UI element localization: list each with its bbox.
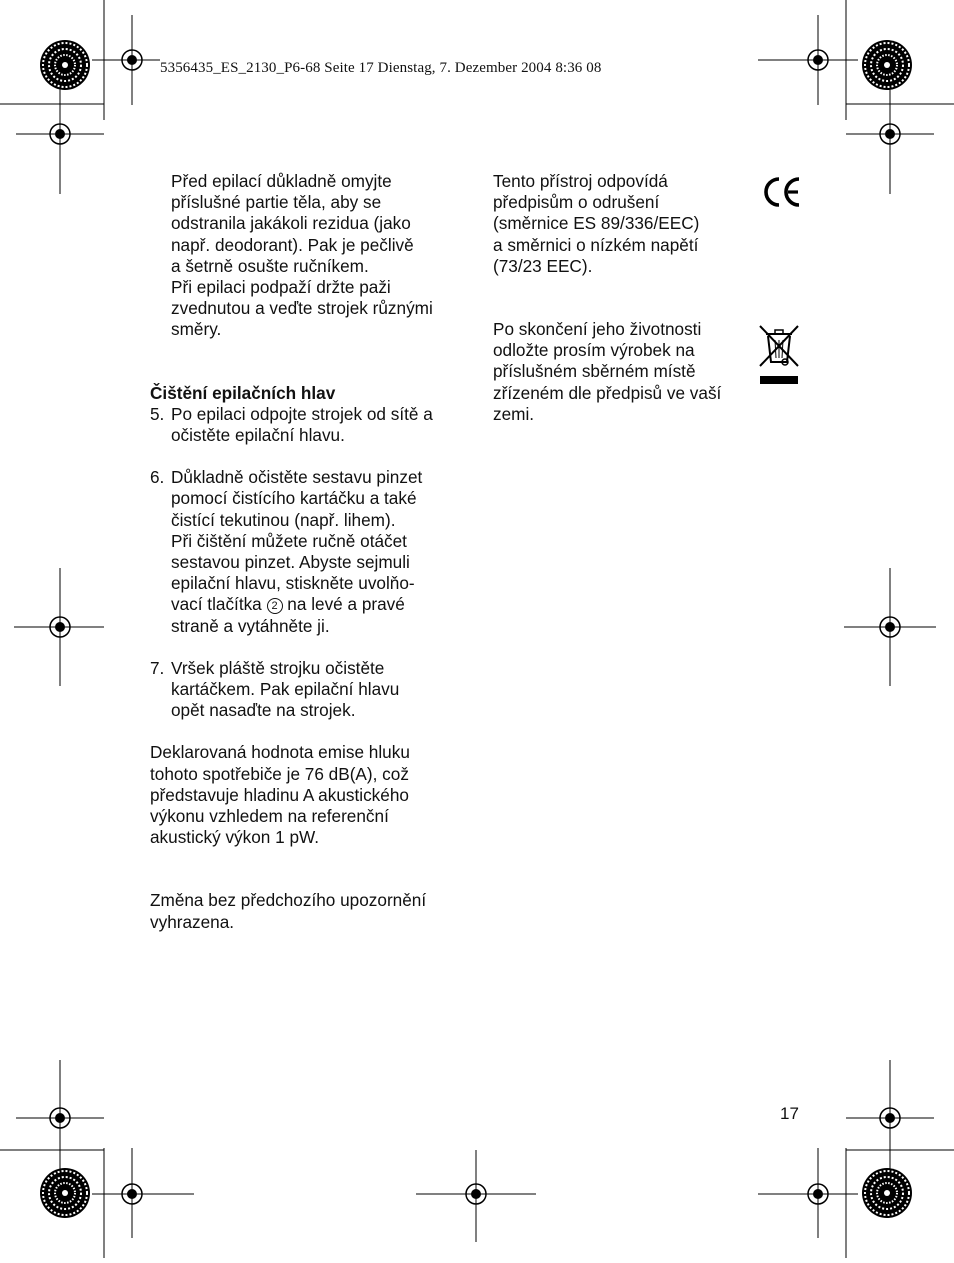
text-line: Tento přístroj odpovídá (493, 171, 668, 191)
intro-paragraph (150, 171, 460, 341)
text-line: představuje hladinu A akustického (150, 784, 409, 805)
text-line: Při epilaci podpaží držte paži (171, 277, 391, 298)
text-fragment: vací tlačítka (171, 594, 267, 615)
text-line: Vršek pláště strojku očistěte (171, 657, 385, 678)
starburst-bottom-right (862, 1168, 912, 1218)
registration-mark-bottom-right (754, 1058, 954, 1258)
step-7 (150, 658, 460, 722)
text-line: (směrnice ES 89/336/EEC) (493, 213, 700, 234)
starburst-bottom-left (40, 1168, 90, 1218)
text-line: zřízeném dle předpisů ve vaší (493, 382, 722, 403)
text-line: sestavou pinzet. Abyste sejmuli (171, 552, 410, 573)
text-line: tohoto spotřebiče je 76 dB(A), což (150, 763, 409, 784)
text-line: opět nasaďte na strojek. (171, 700, 356, 721)
starburst-top-right (862, 40, 912, 90)
left-column (150, 171, 460, 933)
disposal-paragraph (493, 319, 755, 425)
crossed-out-bin-icon (756, 322, 802, 386)
print-header: 5356435_ES_2130_P6-68 Seite 17 Dienstag, 7. Dezember 2004 8:36 08 (160, 60, 602, 76)
text-line: odložte prosím výrobek na (493, 340, 695, 361)
noise-declaration (150, 742, 460, 848)
starburst-top-left (40, 40, 90, 90)
text-line: předpisům o odrušení (493, 192, 660, 213)
text-line: kartáčkem. Pak epilační hlavu (171, 679, 400, 700)
text-fragment: na levé a pravé (282, 594, 405, 615)
text-line: výkonu vzhledem na referenční (150, 806, 389, 827)
text-line: Změna bez předchozího upozornění (150, 890, 427, 911)
section-heading: Čištění epilačních hlav (150, 382, 336, 403)
text-line: např. deodorant). Pak je pečlivě (171, 234, 414, 255)
text-line: Po skončení jeho životnosti (493, 319, 702, 340)
ce-mark-icon (762, 176, 802, 208)
button-reference-number: 2 (267, 598, 283, 614)
text-line: příslušné partie těla, aby se (171, 192, 382, 213)
text-line: akustický výkon 1 pW. (150, 827, 320, 848)
text-line: zvednutou a veďte strojek různými (171, 298, 433, 319)
text-line: (73/23 EEC). (493, 255, 593, 276)
right-column (493, 171, 755, 425)
registration-mark-top-left (0, 0, 160, 200)
text-line: zemi. (493, 403, 535, 424)
registration-mark-middle-right (844, 560, 954, 690)
text-line: Deklarovaná hodnota emise hluku (150, 742, 410, 763)
text-line: a šetrně osušte ručníkem. (171, 255, 369, 276)
registration-mark-top-right (754, 0, 954, 200)
text-line: čistící tekutinou (např. lihem). (171, 509, 396, 530)
text-line: Před epilací důkladně omyjte (171, 171, 392, 191)
registration-mark-bottom-left (0, 1058, 200, 1258)
step-6 (150, 467, 460, 637)
text-line: odstranila jakákoli rezidua (jako (171, 213, 411, 234)
text-line: pomocí čistícího kartáčku a také (171, 488, 417, 509)
text-line: straně a vytáhněte ji. (171, 615, 330, 636)
step-number: 6. (150, 467, 165, 488)
step-number: 7. (150, 657, 165, 678)
text-line: příslušném sběrném místě (493, 361, 696, 382)
text-line: očistěte epilační hlavu. (171, 425, 345, 446)
text-line: směry. (171, 319, 222, 340)
text-line: a směrnici o nízkém napětí (493, 234, 699, 255)
text-line: epilační hlavu, stiskněte uvolňo- (171, 573, 415, 594)
text-line: Důkladně očistěte sestavu pinzet (171, 467, 423, 488)
text-line: Při čištění můžete ručně otáčet (171, 530, 407, 551)
change-notice (150, 890, 460, 932)
page-number: 17 (780, 1104, 799, 1123)
step-number: 5. (150, 403, 165, 424)
registration-mark-middle-left (0, 560, 110, 690)
step-5 (150, 404, 460, 446)
registration-mark-bottom-center (410, 1150, 540, 1258)
text-line: vyhrazena. (150, 911, 235, 932)
compliance-paragraph (493, 171, 755, 277)
text-line (171, 594, 460, 615)
text-line: Po epilaci odpojte strojek od sítě a (171, 403, 433, 424)
